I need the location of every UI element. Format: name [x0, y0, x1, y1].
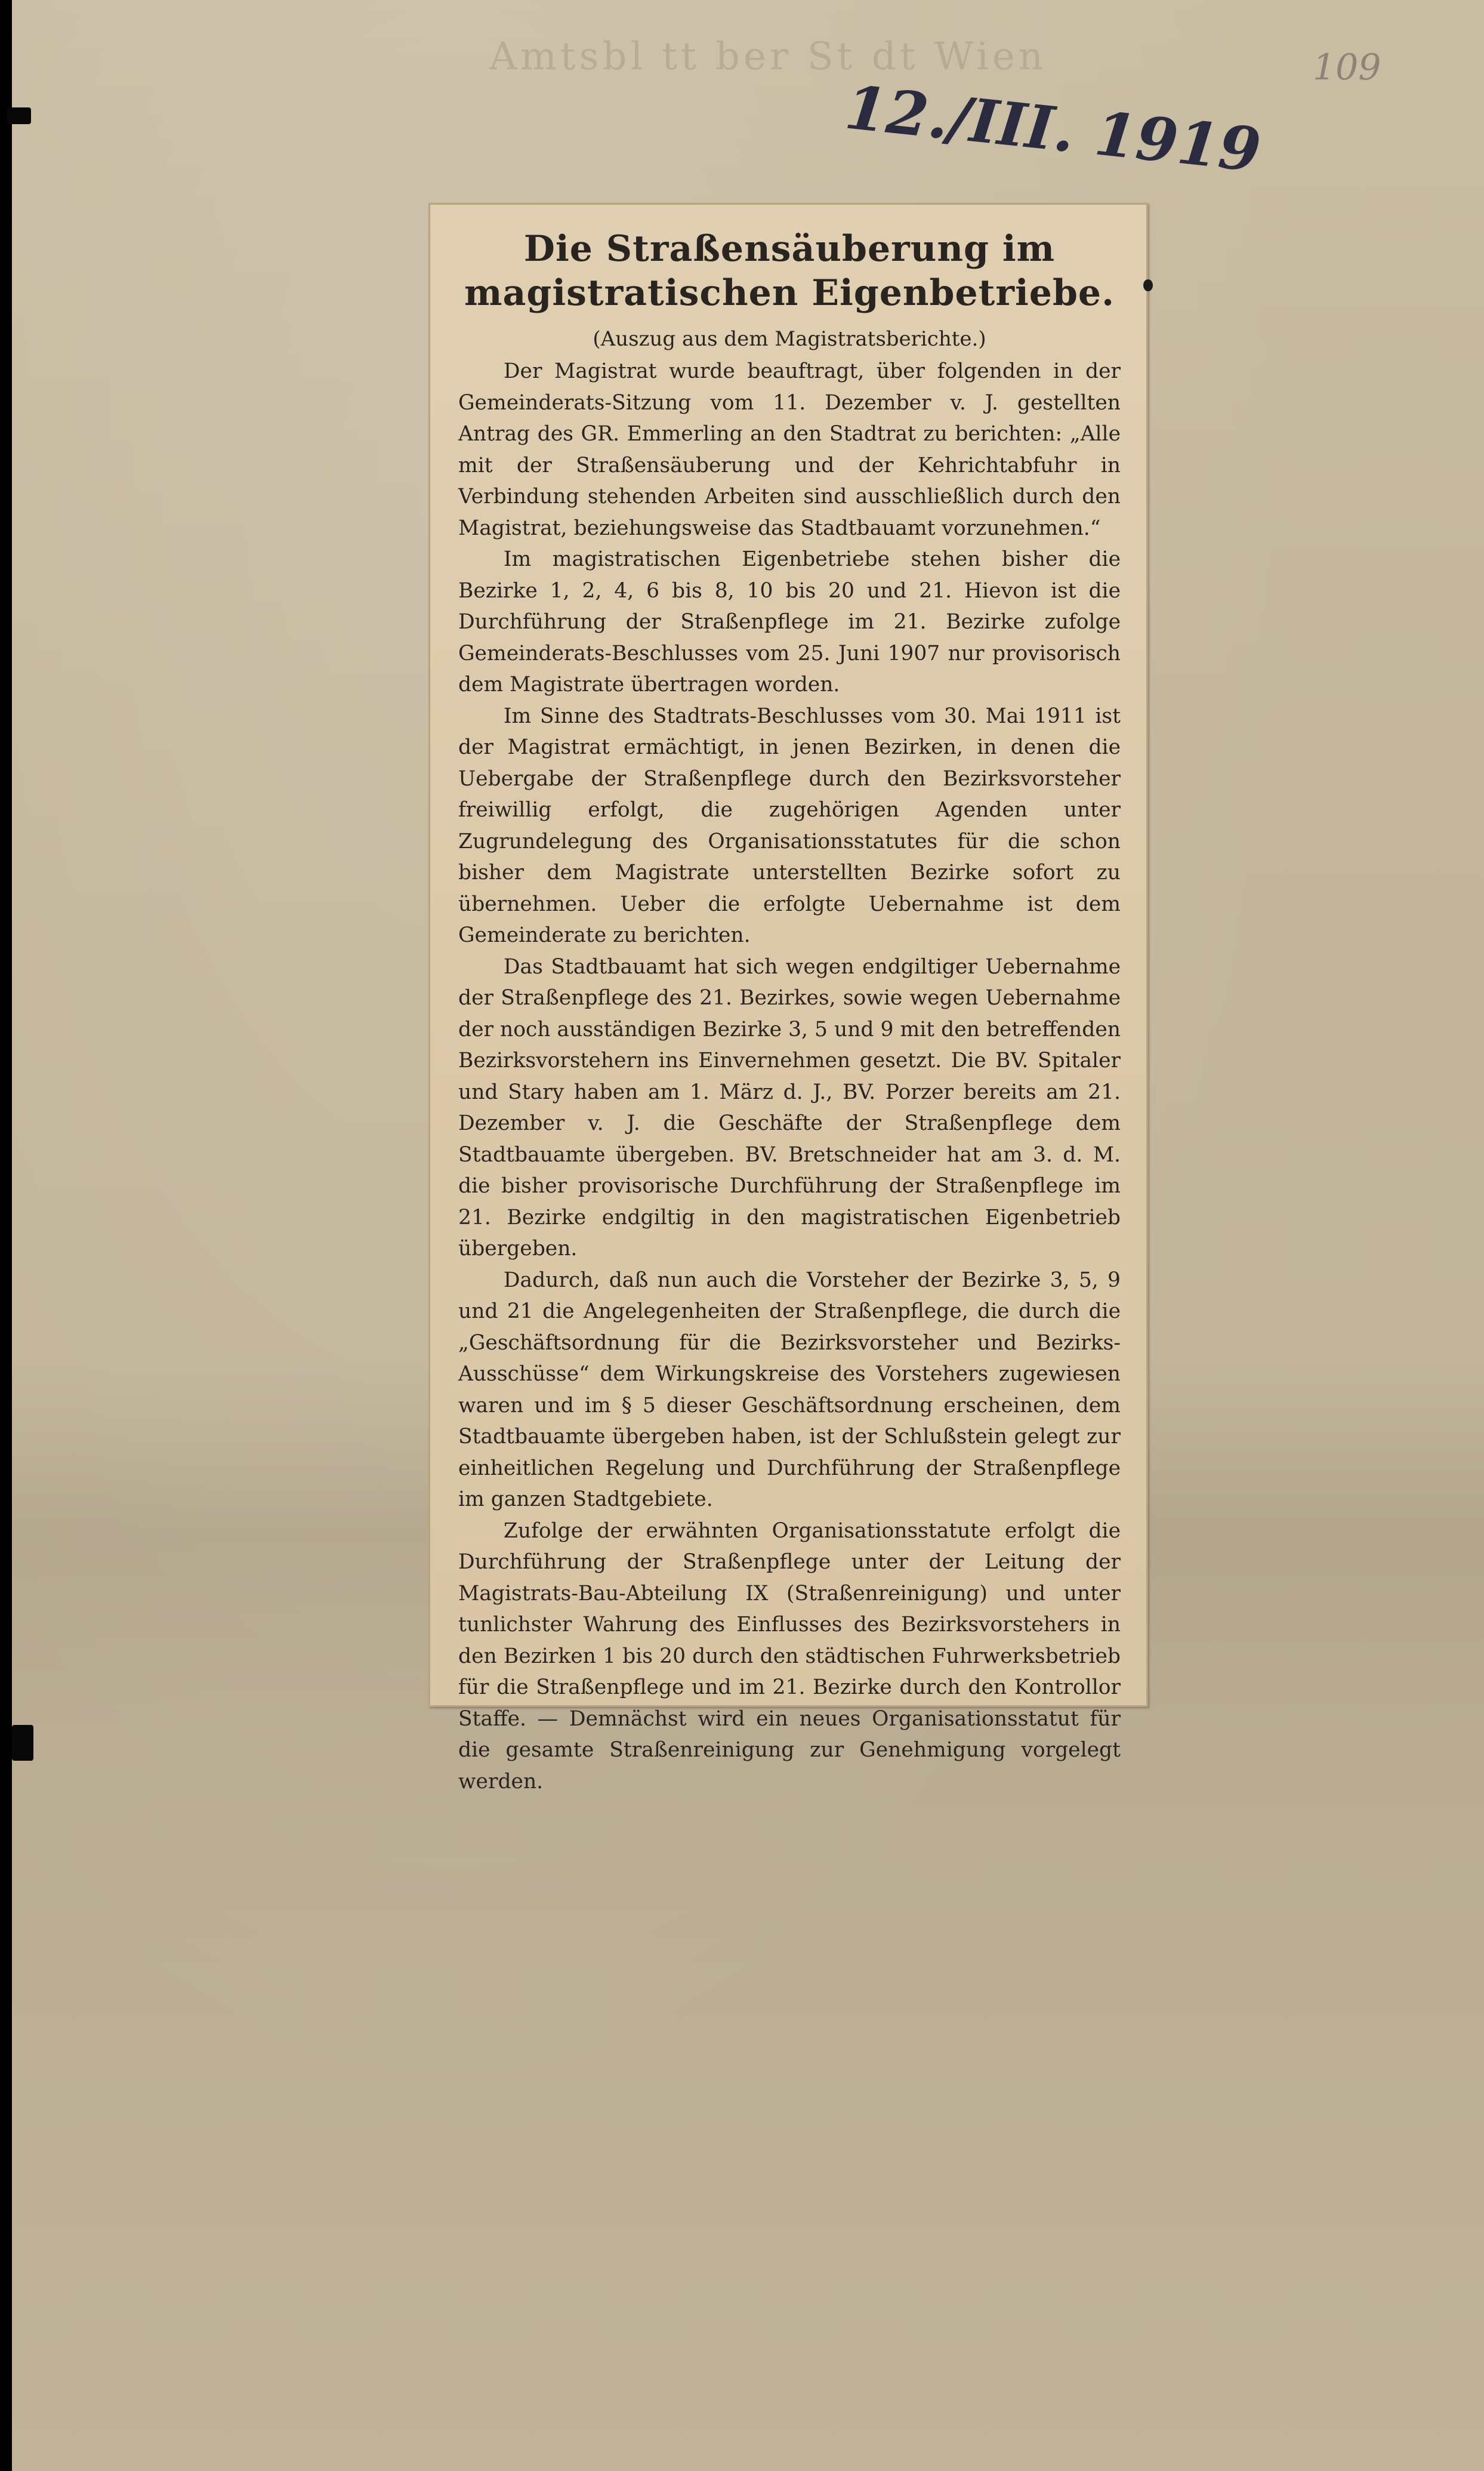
article-paragraph: Zufolge der erwähnten Organisationsstatute erfolgt die Durchführung der Straßenpflege unter der Leitung der Magistrats-Bau-Abteilung IX (Straßenreinigung) und unter tunlichster Wahrung des Einflusses des Bezirksvorstehers in den Bezirken 1 bis 20 durch den städtischen Fuhrwerksbetrieb für die Straßenpflege und im 21. Bezirke durch den Kontrollor Staffe. — Demnächst wird ein neues Organisationsstatut für die gesamte Straßenreinigung zur Genehmigung vorgelegt werden.: [458, 1518, 1121, 1794]
ink-dot: [1143, 279, 1153, 291]
article-paragraph: Dadurch, daß nun auch die Vorsteher der Bezirke 3, 5, 9 und 21 die Angelegenheiten der Straßenpflege, die durch die „Geschäftsordnung für die Bezirksvorsteher und Bezirks-Ausschüsse“ dem Wirkungskreise des Vorstehers zugewiesen waren und im § 5 dieser Geschäftsordnung erscheinen, dem Stadtbauamte übergeben haben, ist der Schlußstein gelegt zur einheitlichen Regelung und Durchführung der Straßenpflege im ganzen Stadtgebiete.: [458, 1268, 1121, 1511]
archive-sheet: [12, 0, 1484, 2471]
archive-stamp: Amtsbl tt ber St dt Wien: [489, 35, 1047, 79]
page-number: 109: [1313, 47, 1381, 88]
article-body: [458, 227, 1121, 1797]
handwritten-date: 12./III. 1919: [842, 72, 1264, 186]
article-headline: Die Straßensäuberung im magistratischen Eigenbetriebe.: [464, 228, 1115, 314]
newspaper-clipping: [428, 203, 1148, 1794]
binder-hole: [12, 1725, 33, 1761]
binder-hole: [7, 107, 31, 124]
article-subtitle: (Auszug aus dem Magistratsberichte.): [593, 327, 986, 351]
article-paragraph: Der Magistrat wurde beauftragt, über folgenden in der Gemeinderats-Sitzung vom 11. Dezember v. J. gestellten Antrag des GR. Emmerling an den Stadtrat zu berichten: „Alle mit der Straßensäuberung und der Kehrichtabfuhr in Verbindung stehenden Arbeiten sind ausschließlich durch den Magistrat, beziehungsweise das Stadtbauamt vorzunehmen.“: [458, 359, 1121, 540]
article-paragraph: Das Stadtbauamt hat sich wegen endgiltiger Uebernahme der Straßenpflege des 21. Bezirkes, sowie wegen Uebernahme der noch ausständigen Bezirke 3, 5 und 9 mit den betreffenden Bezirksvorstehern ins Einvernehmen gesetzt. Die BV. Spitaler und Stary haben am 1. März d. J., BV. Porzer bereits am 21. Dezember v. J. die Geschäfte der Straßenpflege dem Stadtbauamte übergeben. BV. Bretschneider hat am 3. d. M. die bisher provisorische Durchführung der Straßenpflege im 21. Bezirke endgiltig in den magistratischen Eigenbetrieb übergeben.: [458, 954, 1121, 1261]
article-paragraph: Im magistratischen Eigenbetriebe stehen bisher die Bezirke 1, 2, 4, 6 bis 8, 10 bis 20 und 21. Hievon ist die Durchführung der Straßenpflege im 21. Bezirke zufolge Gemeinderats-Beschlusses vom 25. Juni 1907 nur provisorisch dem Magistrate übertragen worden.: [458, 547, 1121, 697]
article-paragraph: Im Sinne des Stadtrats-Beschlusses vom 30. Mai 1911 ist der Magistrat ermächtigt, in jenen Bezirken, in denen die Uebergabe der Straßenpflege durch den Bezirksvorsteher freiwillig erfolgt, die zugehörigen Agenden unter Zugrundelegung des Organisationsstatutes für die schon bisher dem Magistrate unterstellten Bezirke sofort zu übernehmen. Ueber die erfolgte Uebernahme ist dem Gemeinderate zu berichten.: [458, 704, 1121, 947]
